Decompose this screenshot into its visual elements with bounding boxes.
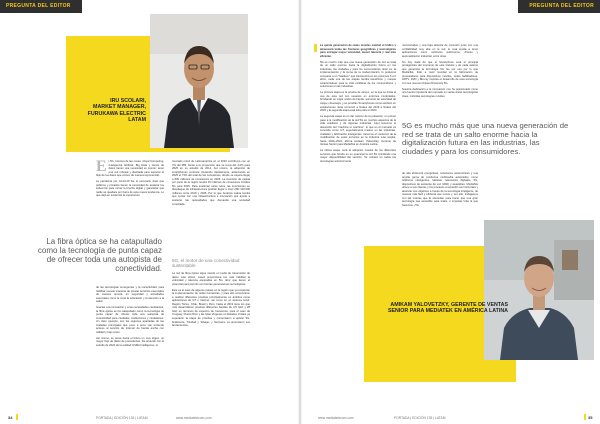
spine-shadow [298, 0, 302, 424]
page-number: 35 [588, 415, 593, 420]
body-paragraph: Así mismo, se prevé hacia el futuro un muy lógico, un mayor flujo de datos de procedentes. De acuerdo con el estudio de 2022 de la entidad GSMA Intelligence, el [96, 336, 164, 347]
page-number: 34 [8, 415, 13, 420]
intro-paragraph-2: La pandemia por Covid-19 fue el escenario claro que públicos y privados tienen la necesidad de acelerar los esfuerzos para cerrar la brecha digital y garantizar que nadie se quedara por fuera de esta nueva tendencia. Lo que dejó en evidencia la importancia [96, 180, 164, 198]
column-b-bottom [402, 172, 478, 210]
footer-edition: PORTADA | EDICIÓN 135 | LATAM [394, 415, 446, 420]
body-paragraph: Este es el caso de algunos países en la región que ya empiezan la implementación de redes humanizas, y para ello comenzaron a realizar diferentes pruebas principalmente en ámbitos como aplicaciones de IoT o Internet, así como en un sistema móvil. Región Torres, Chile, Brasil y Perú, hasta el 2019 tiene los que más desarrollaron pruebas diferentes bandas de 3,5 GHz y 28 GHz en términos de espectro de frecuencia, para el caso de Uruguay, Puerto Rico y las Islas Vírgenes en Estados Unidos ya superaron la etapa de pruebas y comenzaron a aplicar 5G, finalmente, Trinidad y Tobago, y Suriname ya anunciaron sus lanzamientos. [172, 288, 250, 328]
column-2 [172, 160, 250, 209]
footer-edition: PORTADA | EDICIÓN 135 | LATAM [96, 415, 148, 420]
body-paragraph: mercado móvil de Latinoamérica en el 2020 contribuyó con un 7% del PIB, frente a la proyección que se tenía del 4,0% para 2025 en su estudio de 2014. Así mismo, la adopción de smartphones continúa creciendo rápidamente, alcanzando en 2025 el 73% del total de las conexiones, donde se espera llegar a 600 millones de conexiones en 2025. La inversión de capital por parte de la región tendrá 15 millones de conexiones móviles 5G para 2025. Para sustentar estos retos, las inversiones en despliegue de infraestructura podrían llegar a cost USD 100.000 millones entre 2019 y 2025. Por lo que América Latina tendrá que contar con una infraestructura e innovación que ayude a sostener las necesidades que demanda una sociedad conectada. [172, 160, 250, 206]
pull-quote: 5G es mucho más que una nueva generación de red se trata de un salto enorme hacia la digitalización futura en las industrias, las ciudades y para los consumidores. [402, 121, 569, 156]
intro-paragraph-1: l 5G, Internet de las cosas, Cloud Computing, Inteligencia Artificial, Big Data y centro de datos tienen una necesidad en común: tener una red robusta y diseñada para soportar el flujo de los datos que crecen de manera exponencial. [96, 160, 164, 178]
column-1-bottom [96, 286, 164, 350]
footer-url: www.mediatelecom.com [176, 415, 212, 420]
footer-accent [16, 414, 18, 420]
intro-column [96, 160, 164, 200]
section-label: PREGUNTA DEL EDITOR [0, 0, 82, 13]
portrait-photo-amikam-yalovetzky [484, 220, 594, 360]
person-caption-amikam-yalovetzky: AMIKAM YALOVETZKY, GERENTE DE VENTAS SENIOR PARA MEDIATEK EN AMÉRICA LATINA [387, 302, 508, 315]
column-a [320, 44, 396, 166]
page-footer [0, 410, 300, 424]
column-b [402, 44, 478, 101]
footer-accent [584, 414, 586, 420]
body-paragraph: de alta eficiencia energéticas, soluciones automotrices y una amplia gama de productos multimedia avanzados, como teléfonos inteligentes, tabletas, televisores digitales, 5G, dispositivos de asistente de voz (VAD) y wearables. MediaTek ofrece a sus clientes y los procesos a expandir sus horizontes y alcanzar sus objetivos a través de la tecnología inteligente, de manera más fácil y eficiente que nunca y, por ello, trabajamos con las marcas que la elevantan para hacer que una gran tecnología sea accesible para todos, e impulsar toda la que hacemos. ¡5G [402, 172, 478, 207]
body-paragraph: mencionadas y una baja latencia de conexión junto con una confiabilidad muy alta en la red, lo cual ayuda a tener aplicaciones como vehículos autónomos, drones y automatización industrial, entre otras. [402, 44, 478, 58]
body-paragraph: de las tecnologías emergentes y la conectividad, para habilitar nuevas maneras de prestar servicios esenciales de manera remota, en seguridad y actividades esenciales como la cena la educación y la atención a la salud. [96, 286, 164, 304]
drop-cap: E [96, 158, 107, 175]
portrait-photo-iru-scolari [150, 14, 248, 148]
body-paragraph: La primera etapa es la prueba de campo, en la que se limita al uso de esta red con usuarios en entornos controlados, brindando un mejor ancho de banda, aumento de velocidad de carga y descarga, y se pondrán Smartphones como también en escalaciones. Esta comenzó a finales del 2019 a finales del 2020 y la segunda etapa está lista para el 2023. [320, 91, 396, 113]
lead-marker [314, 44, 317, 52]
column-2-bottom [172, 272, 250, 330]
body-paragraph: La segunda etapa es en dar camino de la pulsación, un primer paso a la modificación de la red 5G en muchos aspectos de la vida cotidiana y de algunas industrias. Aquí tenemos el desarrollo del "machine to machine", lo que en el mercado es conocido como IoT, especialmente masivo en las industrias, ciudades y fabricación inteligentes. Veremos el comienzo de la modificación de estos servicios en la industria más amplia, hacia 2020–2024, afirma Amikam Yalovetzky, Gerente de Ventas Senior para MediaTek en América Latina. [320, 115, 396, 147]
subheading: 5G, el motor de una conectividad sustentable [172, 258, 240, 269]
body-paragraph: 5G es mucho más que una nueva generación de red se trata de un salto enorme hacia la digitalización futura en las industrias, las ciudades y para los consumidores. Esto es, la implementación y la suma de la modernización, lo podemos comparar a un "Stadium" que transcurrirá en los próximos 5 a 6 años, cada una de las etapas tendrá beneficios y nuevas características para la vida cotidiana de los consumidores y soluciones en las industrias. [320, 60, 396, 89]
body-paragraph: Gracias a la innovación y a las necesidades cambiantes, la fibra óptica se ha catapultado como la tecnología de punta capaz de ofrecer toda una autopista de conectividad para ciudades, instituciones y ciudadanos. Un claro ejemplo, son las regiones apartadas de las ciudades principales que poco a poco van teniendo acceso al servicio de Internet de banda ancha con calidad y bajo costo. [96, 306, 164, 334]
person-caption-iru-scolari: IRU SCOLARI, MARKET MANAGER, FURUKAWA ELECTRIC LATAM [87, 98, 146, 124]
footer-url: www.mediatelecom.com [318, 415, 354, 420]
body-paragraph: Nuestra dedicación a la innovación nos ha posicionado como una fuerza impulsora del mercado en varias áreas tecnológicas clave, incluidas tecnologías móviles [402, 87, 478, 98]
body-paragraph: La última etapa, será la adopción masiva de los diferentes servicios que brinda en su potencial la red 5G brindando una mayor disponibilidad del servicio. Se volcará en todas las tecnologías anteriormente [320, 149, 396, 163]
body-paragraph: No hay duda de que el Smartphone será el principal protagonista del momento de este tránsito y de cada avance que generaría la tecnología 5G. Es por eso por lo que MediaTek, líder a nivel mundial en la fabricación de procesadores para dispositivos móviles, redes habilitadoras, HDTV, DVD y Blu-ray impulsa el desarrollo de esta tecnología con sus nuevos Chipset Dimensity 5G. [402, 60, 478, 85]
body-paragraph: La red de fibra óptica sigue siendo el medio de transmisión de datos más eficaz, capaz proporciona los más habilitar la velocidad y latencia esperadas en 5G, ahor que tienen el potencial para permitir con futuras generaciones tecnológicas. [172, 272, 250, 286]
lead-paragraph: La quinta generación de redes móviles cambió el tráfico y atravesará todas las fronteras geográficas y tecnológicas para entregar mayor velocidad, menor latencia y real más eficiente. [320, 44, 396, 58]
page-footer [300, 410, 600, 424]
pull-quote: La fibra óptica se ha catapultado como la tecnología de punta capaz de ofrecer toda una autopista de conectividad. [37, 237, 162, 273]
section-label: PREGUNTA DEL EDITOR [518, 0, 600, 13]
right-page [300, 0, 600, 424]
